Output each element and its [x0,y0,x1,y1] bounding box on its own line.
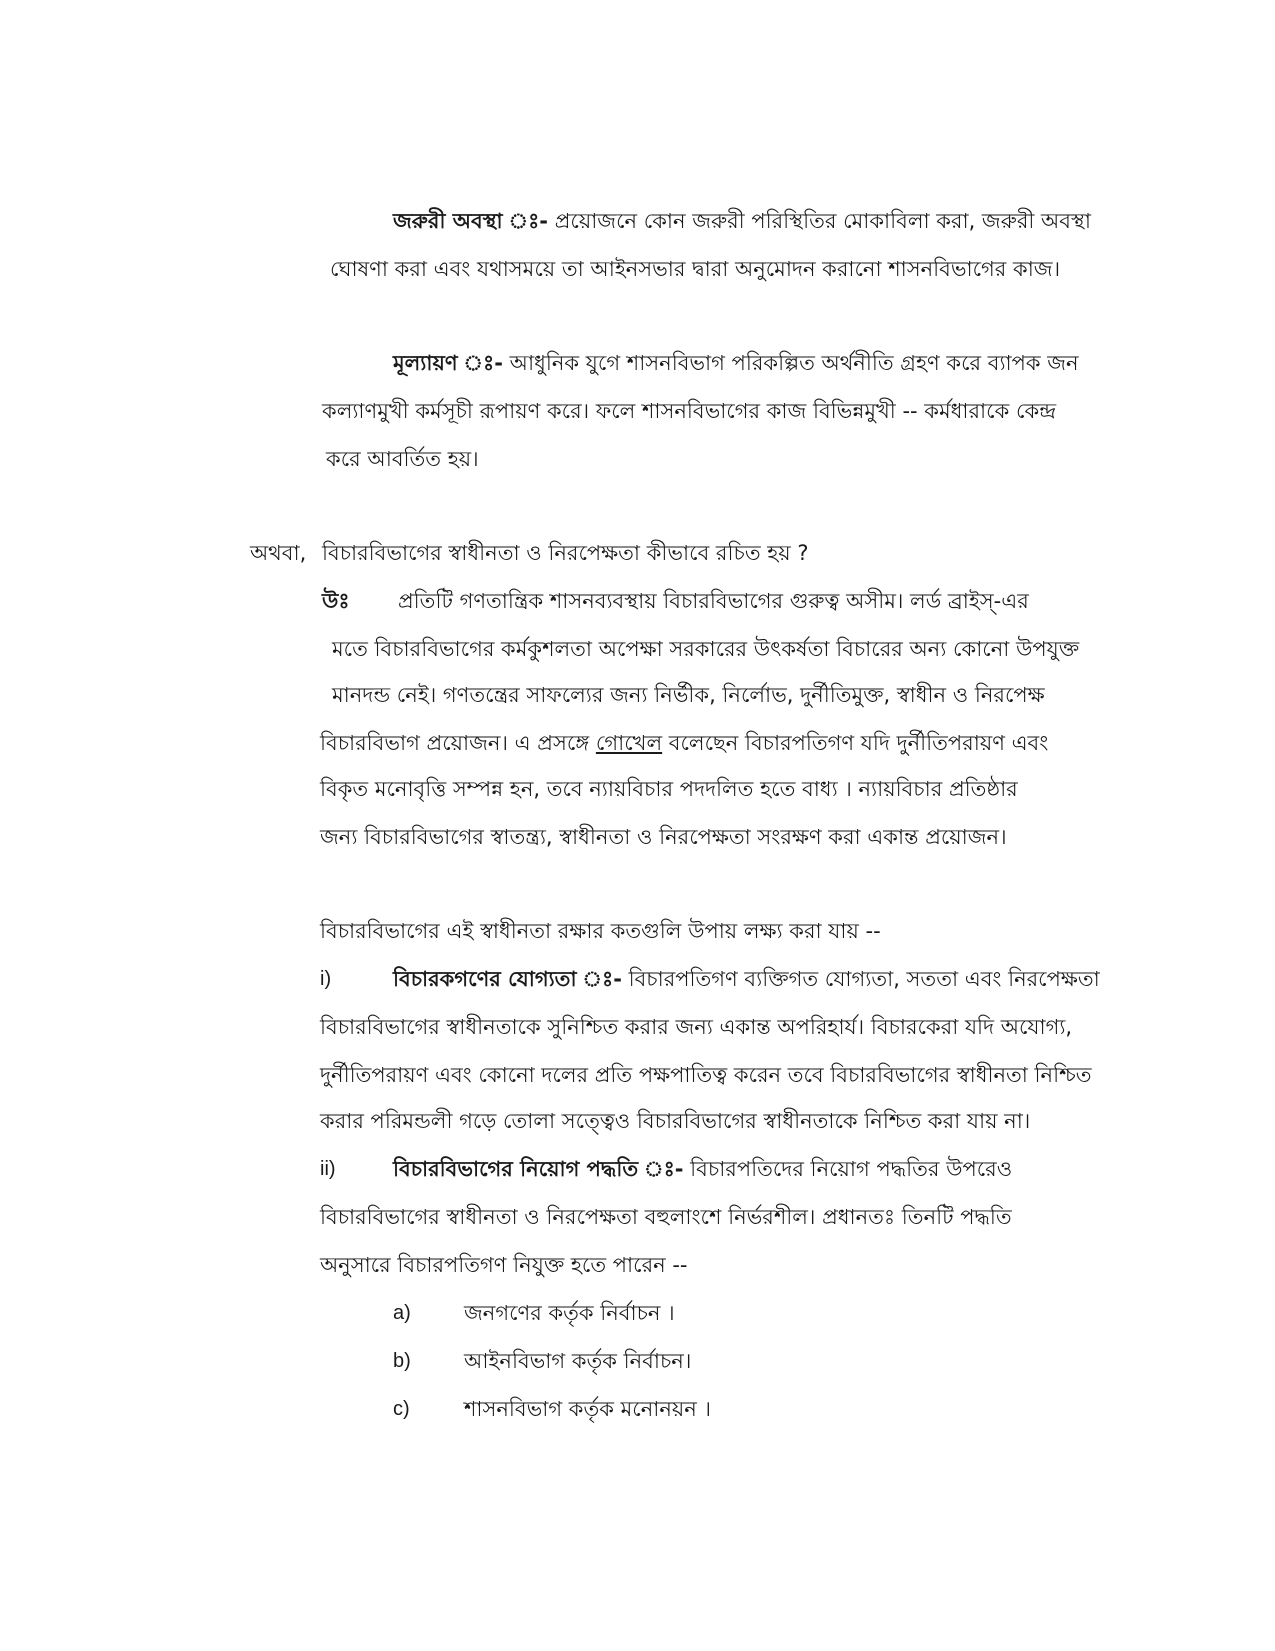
emergency-line-2: ঘোষণা করা এবং যথাসময়ে তা আইনসভার দ্বারা অনুমোদন করানো শাসনবিভাগের কাজ। [330,257,1061,281]
answer-line-6: জন্য বিচারবিভাগের স্বাতন্ত্র্য, স্বাধীনতা ও নিরপেক্ষতা সংরক্ষণ করা একান্ত প্রয়োজন। [320,825,1007,849]
evaluation-heading: মূল্যায়ণ ঃ- [393,351,503,375]
answer-line-3: মানদন্ড নেই। গণতন্ত্রের সাফল্যের জন্য নির্ভীক, নির্লোভ, দুর্নীতিমুক্ত, স্বাধীন ও নিরপেক্ষ [332,683,1045,707]
emergency-text-1: প্রয়োজনে কোন জরুরী পরিস্থিতির মোকাবিলা করা, জরুরী অবস্থা [548,209,1091,233]
answer-line-4-pre: বিচারবিভাগ প্রয়োজন। এ প্রসঙ্গে [320,731,596,755]
point-1-marker: i) [320,968,332,990]
point-2-marker: ii) [320,1158,336,1180]
point-2-heading: বিচারবিভাগের নিয়োগ পদ্ধতি ঃ- [393,1157,684,1181]
answer-label: উঃ [322,589,350,613]
point-1-line-2: বিচারবিভাগের স্বাধীনতাকে সুনিশ্চিত করার জন্য একান্ত অপরিহার্য। বিচারকেরা যদি অযোগ্য, [320,1015,1073,1039]
question-prefix: অথবা, [250,541,307,565]
answer-line-4-post: বলেছেন বিচারপতিগণ যদি দুর্নীতিপরায়ণ এবং [662,731,1049,755]
answer-line-4 [320,728,1048,758]
point-1-line-1 [393,964,1100,994]
evaluation-line-1 [393,348,1079,378]
subpoint-a-marker: a) [393,1302,411,1324]
answer-line-1: প্রতিটি গণতান্ত্রিক শাসনব্যবস্থায় বিচারবিভাগের গুরুত্ব অসীম। লর্ড ব্রাইস্-এর [398,589,1029,613]
subpoint-b-text: আইনবিভাগ কর্তৃক নির্বাচন। [464,1349,692,1373]
evaluation-text-1: আধুনিক যুগে শাসনবিভাগ পরিকল্পিত অর্থনীতি গ্রহণ করে ব্যাপক জন [502,351,1079,375]
answer-line-2: মতে বিচারবিভাগের কর্মকুশলতা অপেক্ষা সরকারের উৎকর্ষতা বিচারের অন্য কোনো উপযুক্ত [332,637,1080,661]
subpoint-a-text: জনগণের কর্তৃক নির্বাচন । [464,1301,675,1325]
evaluation-line-2: কল্যাণমুখী কর্মসূচী রূপায়ণ করে। ফলে শাসনবিভাগের কাজ বিভিন্নমুখী -- কর্মধারাকে কেন্দ্র [322,399,1057,423]
point-2-text-1: বিচারপতিদের নিয়োগ পদ্ধতির উপরেও [683,1157,1013,1181]
point-2-line-1 [393,1154,1012,1184]
subpoint-c-marker: c) [393,1398,410,1420]
point-1-line-4: করার পরিমন্ডলী গড়ে তোলা সত্ত্বেও বিচারবিভাগের স্বাধীনতাকে নিশ্চিত করা যায় না। [320,1109,1031,1133]
subpoint-c-text: শাসনবিভাগ কর্তৃক মনোনয়ন । [464,1397,711,1421]
emergency-heading: জরুরী অবস্থা ঃ- [393,209,549,233]
point-2-line-3: অনুসারে বিচারপতিগণ নিযুক্ত হতে পারেন -- [320,1253,688,1277]
point-1-heading: বিচারকগণের যোগ্যতা ঃ- [393,967,622,991]
emergency-line-1 [393,206,1091,236]
gokhale-name: গোখেল [595,731,663,755]
subpoint-b-marker: b) [393,1350,411,1372]
answer-line-5: বিকৃত মনোবৃত্তি সম্পন্ন হন, তবে ন্যায়বিচার পদদলিত হতে বাধ্য । ন্যায়বিচার প্রতিষ্ঠার [320,777,1018,801]
point-1-text-1: বিচারপতিগণ ব্যক্তিগত যোগ্যতা, সততা এবং নিরপেক্ষতা [621,967,1100,991]
point-1-line-3: দুর্নীতিপরায়ণ এবং কোনো দলের প্রতি পক্ষপাতিত্ব করেন তবে বিচারবিভাগের স্বাধীনতা নিশ্চিত [320,1063,1092,1087]
question-text: বিচারবিভাগের স্বাধীনতা ও নিরপেক্ষতা কীভাবে রচিত হয় ? [322,541,809,565]
methods-intro: বিচারবিভাগের এই স্বাধীনতা রক্ষার কতগুলি উপায় লক্ষ্য করা যায় -- [320,919,881,943]
evaluation-line-3: করে আবর্তিত হয়। [326,447,479,471]
point-2-line-2: বিচারবিভাগের স্বাধীনতা ও নিরপেক্ষতা বহুলাংশে নির্ভরশীল। প্রধানতঃ তিনটি পদ্ধতি [320,1205,1012,1229]
